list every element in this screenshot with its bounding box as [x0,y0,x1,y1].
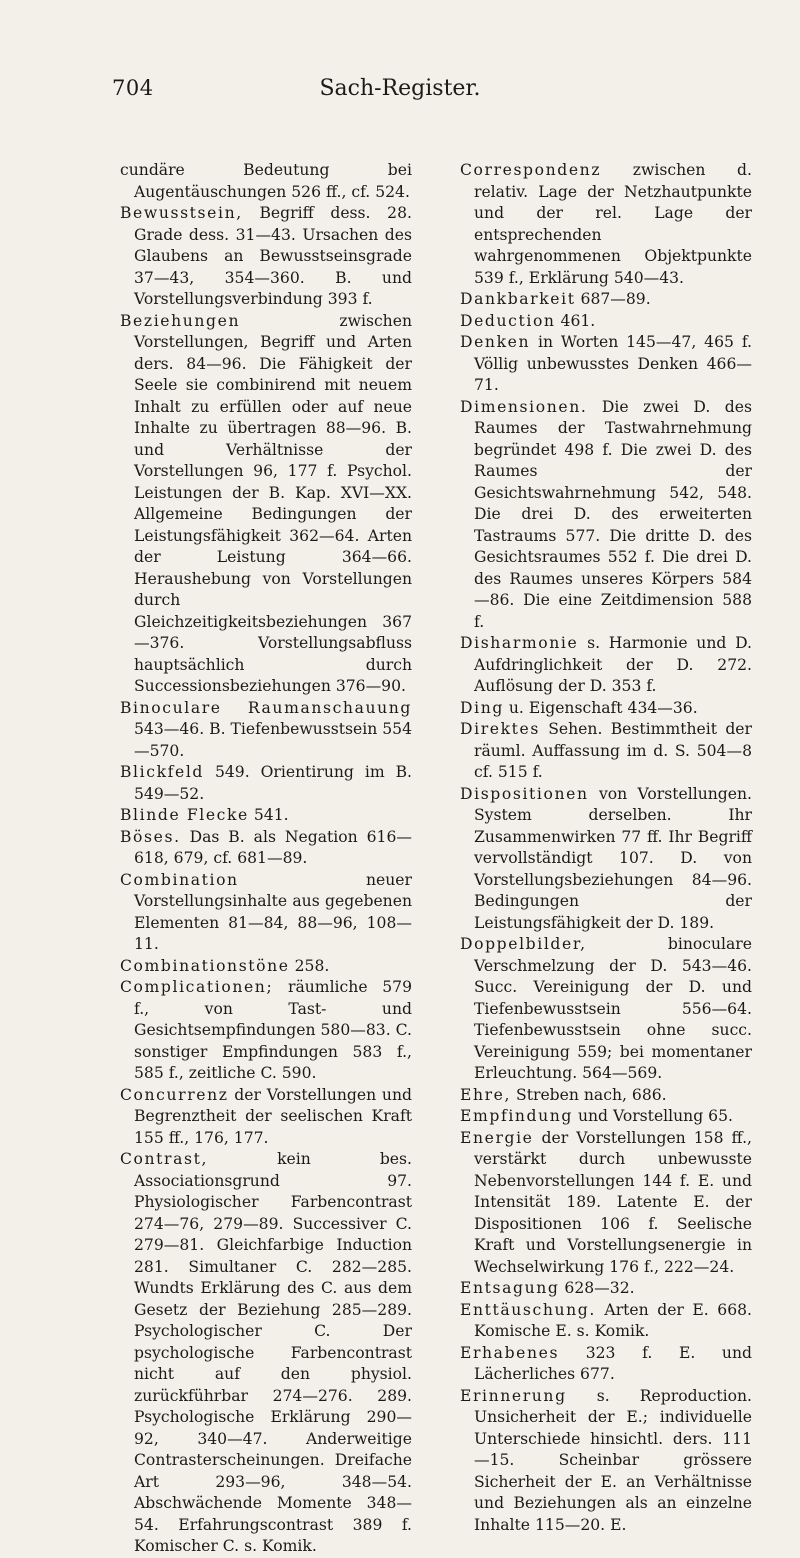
index-entry [120,977,412,1085]
index-term: Empfindung [460,1107,574,1125]
index-text: Die zwei D. des Raumes der Tastwahrnehmung begründet 498 f. Die zwei D. des Raumes der Gesichtswahrnehmung 542, 548. Die drei D. des erweiterten Tastraums 577. Die dritte D. des Gesichtsraumes 552 f. Die drei D. des Raumes unseres Körpers 584—86. Die eine Zeitdimension 588 f. [474,397,752,631]
page-header [112,76,688,106]
index-entry [120,311,412,698]
index-term: Energie [460,1128,534,1147]
index-text: cundäre Bedeutung bei Augentäuschungen 526 ff., cf. 524. [120,161,412,201]
index-term: Complicationen; [120,978,274,996]
index-entry [460,934,752,1085]
index-text: u. Eigenschaft 434—36. [503,698,698,717]
index-term: Combination [120,870,239,889]
index-text: 549. Orientirung im B. 549—52. [134,763,412,803]
index-term: Disharmonie [460,634,579,652]
index-term: Direktes [460,720,540,738]
index-entry [120,160,412,203]
index-text: 687—89. [575,290,651,308]
index-text: 541. [248,806,289,824]
index-text: der Vorstellungen und Begrenztheit der seelischen Kraft 155 ff., 176, 177. [134,1085,412,1147]
index-text: in Worten 145—47, 465 f. Völlig unbewusstes Denken 466—71. [474,333,752,394]
index-term: Dimensionen. [460,397,588,416]
index-term: Combinationstöne [120,956,290,975]
index-term: Dispositionen [460,784,589,803]
index-text: s. Harmonie und D. Aufdringlichkeit der D. 272. Auflösung der D. 353 f. [474,634,752,695]
index-text: Arten der E. 668. Komische E. s. Komik. [474,1300,752,1340]
index-term: Beziehungen [120,311,241,330]
index-text: s. Reproduction. Unsicherheit der E.; individuelle Unterschiede hinsichtl. ders. 111—15. Scheinbar grössere Sicherheit der E. an Verhältnisse und Beziehungen als an einzelne Inhalte 115—20. E. [474,1386,752,1534]
page-number: 704 [112,76,154,100]
index-text: der Vorstellungen 158 ff., verstärkt durch unbewusste Nebenvorstellungen 144 f. E. und Intensität 189. Latente E. der Dispositionen 106 f. Seelische Kraft und Vorstellungsenergie in Wechselwirkung 176 f., 222—24. [474,1128,752,1276]
index-entry [120,1085,412,1150]
index-entry [460,1300,752,1343]
left-column [120,160,412,1558]
index-term: Entsagung [460,1279,560,1297]
index-text: binoculare Verschmelzung der D. 543—46. Succ. Vereinigung der D. und Tiefenbewusstsein 556—64. Tiefenbewusstsein ohne succ. Vereinigung 559; bei momentaner Erleuchtung. 564—569. [474,935,752,1082]
index-term: Enttäuschung. [460,1300,596,1319]
index-text: zwischen Vorstellungen, Begriff und Arten ders. 84—96. Die Fähigkeit der Seele sie combinirend mit neuem Inhalt zu erfüllen oder auf neue Inhalte zu übertragen 88—96. B. und Verhältnisse der Vorstellungen 96, 177 f. Psychol. Leistungen der B. Kap. XVI—XX. Allgemeine Bedingungen der Leistungsfähigkeit 362—64. Arten der Leistung 364—66. Heraushebung von Vorstellungen durch Gleichzeitigkeitsbeziehungen 367—376. Vorstellungsabfluss hauptsächlich durch Successionsbeziehungen 376—90. [134,311,412,695]
index-term: Doppelbilder, [460,935,587,953]
index-entry [120,203,412,311]
index-entry [120,805,412,827]
index-term: Ding [460,698,504,717]
index-text: Streben nach, 686. [511,1085,667,1104]
index-text: zwischen d. relativ. Lage der Netzhautpunkte und der rel. Lage der entsprechenden wahrgenommenen Objektpunkte 539 f., Erklärung 540—43. [474,161,752,287]
index-entry [460,1128,752,1279]
index-text: kein bes. Associationsgrund 97. Physiologischer Farbencontrast 274—76, 279—89. Successiver C. 279—81. Gleichfarbige Induction 281. Simultaner C. 282—285. Wundts Erklärung des C. aus dem Gesetz der Beziehung 285—289. Psychologischer C. Der psychologische Farbencontrast nicht auf den physiol. zurückführbar 274—276. 289. Psychologische Erklärung 290—92, 340—47. Anderweitige Contrasterscheinungen. Dreifache Art 293—96, 348—54. Abschwächende Momente 348—54. Erfahrungscontrast 389 f. Komischer C. s. Komik. [134,1150,412,1555]
index-entry [120,827,412,870]
index-entry [460,633,752,698]
index-entry [460,1386,752,1537]
index-term: Denken [460,333,531,351]
index-entry [460,698,752,720]
index-entry [120,956,412,978]
index-entry [460,1106,752,1128]
index-entry [460,311,752,333]
index-entry [460,397,752,634]
index-term: Binoculare Raumanschauung [120,698,412,717]
index-text: 323 f. E. und Lächerliches 677. [474,1343,752,1383]
index-term: Correspondenz [460,161,602,179]
index-entry [460,1343,752,1386]
index-term: Ehre, [460,1085,512,1104]
index-text: Sehen. Bestimmtheit der räuml. Auffassung im d. S. 504—8 cf. 515 f. [474,720,752,781]
index-entry [460,1085,752,1107]
index-text: Das B. als Negation 616—618, 679, cf. 681—89. [134,827,412,867]
index-text: räumliche 579 f., von Tast- und Gesichtsempfindungen 580—83. C. sonstiger Empfindungen 583 f., 585 f., zeitliche C. 590. [134,978,412,1082]
index-entry [460,784,752,935]
index-entry [460,332,752,397]
index-entry [120,762,412,805]
index-text: von Vorstellungen. System derselben. Ihr Zusammenwirken 77 ff. Ihr Begriff vervollständigt 107. D. von Vorstellungsbeziehungen 84—96. Bedingungen der Leistungsfähigkeit der D. 189. [474,784,752,932]
index-term: Bewusstsein, [120,204,243,222]
index-text: 461. [555,311,596,330]
index-entry [120,698,412,763]
index-term: Contrast, [120,1150,209,1168]
index-text: und Vorstellung 65. [573,1107,733,1125]
index-entry [460,289,752,311]
index-term: Erinnerung [460,1386,567,1405]
index-term: Böses. [120,827,181,846]
index-entry [120,870,412,956]
index-term: Deduction [460,311,556,330]
index-entry [460,1278,752,1300]
index-entry [460,719,752,784]
running-title: Sach-Register. [319,76,481,101]
index-text: Begriff dess. 28. Grade dess. 31—43. Ursachen des Glaubens an Bewusstseinsgrade 37—43, 354—360. B. und Vorstellungsverbindung 393 f. [134,204,412,308]
index-term: Erhabenes [460,1343,560,1362]
index-term: Blickfeld [120,763,204,781]
index-term: Blinde Flecke [120,806,249,824]
index-term: Dankbarkeit [460,290,576,308]
index-entry [460,160,752,289]
index-text: 628—32. [559,1279,635,1297]
index-text: 258. [289,956,330,975]
index-text: neuer Vorstellungsinhalte aus gegebenen Elementen 81—84, 88—96, 108—11. [134,870,412,953]
index-term: Concurrenz [120,1085,229,1104]
right-column [460,160,752,1536]
index-entry [120,1149,412,1558]
index-text: 543—46. B. Tiefenbewusstsein 554—570. [134,720,412,760]
